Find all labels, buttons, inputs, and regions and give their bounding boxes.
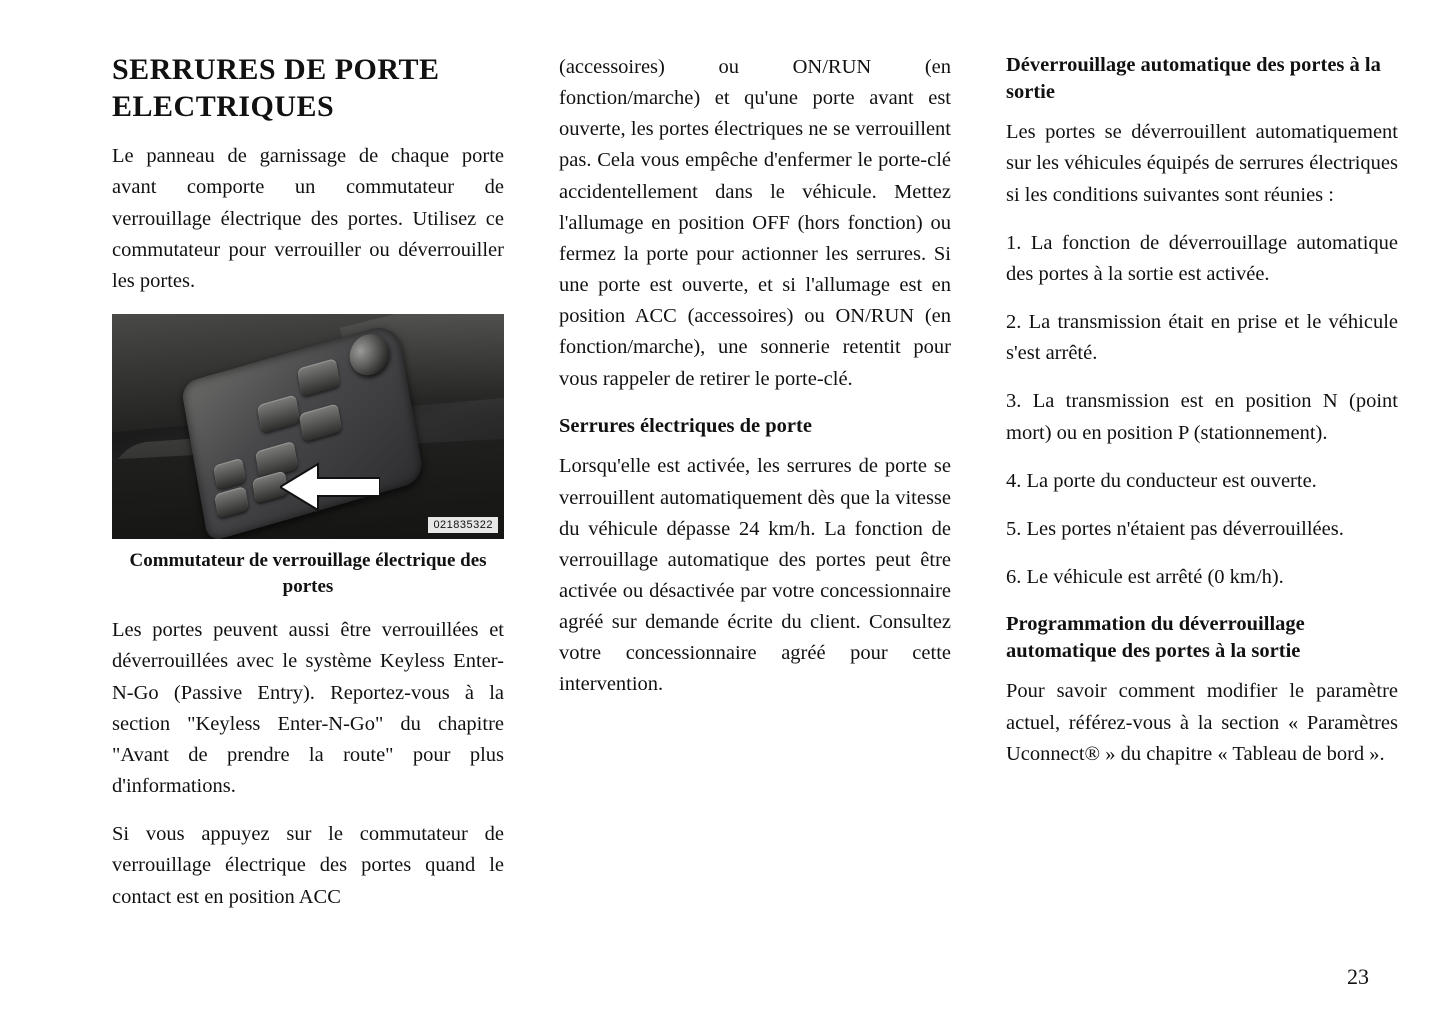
- column-left: [112, 52, 504, 932]
- list-item-3: 3. La transmission est en position N (point mort) ou en position P (stationnement).: [1006, 390, 1398, 444]
- column-right: [1006, 52, 1398, 932]
- paragraph-keyless: Les portes peuvent aussi être verrouillées et déverrouillées avec le système Keyless Enter-N-Go (Passive Entry). Reportez-vous à la section "Keyless Enter-N-Go" du chapitre "Avant de prendre la route" pour plus d'informations.: [112, 619, 504, 798]
- heading-programming-auto-unlock: Programmation du déverrouillage automatique des portes à la sortie: [1006, 613, 1305, 662]
- callout-arrow: [280, 462, 380, 512]
- paragraph-continuation: (accessoires) ou ON/RUN (en fonction/marche) et qu'une porte avant est ouverte, les portes électriques ne se verrouillent pas. Cela vous empêche d'enfermer le porte-clé accidentellement dans le véhicule. Mettez l'allumage en position OFF (hors fonction) ou fermez la porte pour actionner les serrures. Si une porte est ouverte, et si l'allumage est en position ACC (accessoires) ou ON/RUN (en fonction/marche), une sonnerie retentit pour vous rappeler de retirer le porte-clé.: [559, 56, 951, 390]
- page-title: SERRURES DE PORTE ELECTRIQUES: [112, 53, 440, 123]
- heading-power-door-locks: Serrures électriques de porte: [559, 414, 812, 437]
- heading-auto-unlock-exit: Déverrouillage automatique des portes à la sortie: [1006, 54, 1381, 103]
- paragraph-auto-lock: Lorsqu'elle est activée, les serrures de porte se verrouillent automatiquement dès que la vitesse du véhicule dépasse 24 km/h. La fonction de verrouillage automatique des portes peut être activée ou désactivée par votre concessionnaire agréé sur demande écrite du client. Consultez votre concessionnaire agréé pour cette intervention.: [559, 455, 951, 696]
- paragraph-acc: Si vous appuyez sur le commutateur de verrouillage électrique des portes quand le contact est en position ACC: [112, 823, 504, 908]
- figure-code: 021835322: [428, 517, 498, 533]
- window-button-front-right: [257, 394, 300, 433]
- list-item-1: 1. La fonction de déverrouillage automatique des portes à la sortie est activée.: [1006, 231, 1398, 285]
- mirror-adjust-knob: [343, 326, 395, 383]
- list-item-4: 4. La porte du conducteur est ouverte.: [1006, 469, 1317, 492]
- page-number: 23: [1347, 964, 1369, 989]
- mirror-select-button: [213, 458, 246, 490]
- list-item-5: 5. Les portes n'étaient pas déverrouillées.: [1006, 517, 1344, 540]
- door-lock-button: [214, 486, 249, 519]
- column-middle: [559, 52, 951, 932]
- figure-caption: Commutateur de verrouillage électrique des portes: [129, 549, 487, 597]
- paragraph-intro: Le panneau de garnissage de chaque porte avant comporte un commutateur de verrouillage électrique des portes. Utilisez ce commutateur pour verrouiller ou déverrouiller les portes.: [112, 145, 504, 292]
- page-columns: [112, 52, 1398, 932]
- paragraph-programming: Pour savoir comment modifier le paramètre actuel, référez-vous à la section « Paramètres Uconnect® » du chapitre « Tableau de bord ».: [1006, 680, 1398, 765]
- list-item-6: 6. Le véhicule est arrêté (0 km/h).: [1006, 566, 1284, 588]
- paragraph-auto-unlock-intro: Les portes se déverrouillent automatiquement sur les véhicules équipés de serrures électriques si les conditions suivantes sont réunies :: [1006, 121, 1398, 206]
- figure-image: [112, 314, 504, 539]
- list-item-2: 2. La transmission était en prise et le véhicule s'est arrêté.: [1006, 311, 1398, 365]
- figure-door-lock-switch: [112, 314, 504, 599]
- window-button-front-left: [297, 358, 340, 397]
- window-button-rear-left: [299, 403, 342, 442]
